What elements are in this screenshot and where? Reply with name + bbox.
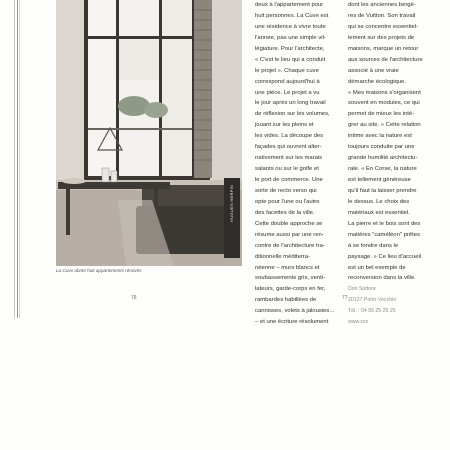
- text-line: aux sources de l'architecture: [348, 56, 423, 63]
- photo-credit: HUGUES HERPIN: [229, 184, 234, 222]
- text-column-left: [255, 0, 341, 328]
- text-line: est un bel exemple de: [348, 264, 406, 271]
- text-line: salants ou sur le golfe et: [255, 166, 319, 173]
- text-line: grande humilité architectu-: [348, 155, 418, 162]
- text-line: légiature. Pour l'architecte,: [255, 45, 325, 52]
- text-line: deux à l'appartement pour: [255, 2, 324, 8]
- text-line: résume aussi par une ren-: [255, 231, 324, 238]
- text-line: huit personnes. La Cuve est: [255, 12, 329, 19]
- text-line: paysage. » Ce lieu d'accueil: [348, 253, 422, 260]
- text-line: le dessus. Le choix des: [348, 198, 410, 205]
- text-line: rale. « En Corse, la nature: [348, 166, 417, 173]
- text-line: façades qui ouvrent alter-: [255, 144, 322, 151]
- text-line: lement sur des projets de: [348, 34, 415, 41]
- text-line: reconversion dans la ville.: [348, 275, 416, 282]
- text-line: à se fondre dans le: [348, 242, 399, 249]
- interior-photo: [56, 0, 242, 266]
- text-line: grer au site. » Cette relation: [348, 122, 421, 129]
- text-line: – et une écriture résolument: [255, 319, 329, 326]
- address-line: Tél. : 04 95 25 25 25: [348, 308, 396, 315]
- text-line: res de Vuitton. Son travail: [348, 12, 416, 19]
- photo-caption: La Cuve abrite huit appartements rénovés: [56, 268, 142, 273]
- text-line: les vides. La découpe des: [255, 133, 324, 140]
- text-line: rambardes habillées de: [255, 297, 317, 304]
- text-line: sorte de recto verso qui: [255, 187, 317, 194]
- text-line: jouant sur les pleins et: [255, 122, 314, 129]
- text-line: matières "caméléon" prêtes: [348, 231, 420, 238]
- text-line: « C'est le lieu qui a conduit: [255, 56, 326, 63]
- address-line: www.xxx: [348, 319, 369, 326]
- binding-edge-line: [19, 0, 20, 318]
- text-line: une résidence à vivre toute: [255, 23, 326, 30]
- text-line: contre de l'architecture tra-: [255, 242, 325, 249]
- text-line: « Mes maisons s'organisent: [348, 89, 421, 96]
- binding-edge-line: [14, 0, 15, 318]
- text-line: cannisses, volets à jalousies...: [255, 308, 335, 315]
- text-line: qu'il faut la laisser prendre: [348, 187, 417, 194]
- text-line: le jour après un long travail: [255, 100, 326, 107]
- text-line: soubassements gris, venti-: [255, 275, 326, 282]
- text-line: nativement sur les marais: [255, 155, 323, 162]
- text-line: de réflexion sur les volumes,: [255, 111, 330, 118]
- text-line: le projet ». Chaque cuve: [255, 67, 319, 74]
- text-line: dont les anciennes bergè-: [348, 2, 416, 8]
- text-line: opte pour l'une ou l'autre: [255, 198, 320, 205]
- text-line: maisons, marque un retour: [348, 45, 419, 52]
- text-line: correspond aujourd'hui à: [255, 78, 320, 85]
- page-number-left: 76: [131, 295, 137, 301]
- page-bottom-edge: [0, 318, 450, 319]
- text-line: qui se concentre essentiel-: [348, 23, 419, 30]
- text-line: intime avec la nature est: [348, 133, 412, 140]
- binding-edge-line: [17, 0, 18, 318]
- text-line: souvent en modules, ce qui: [348, 100, 420, 107]
- address-line: 20137 Porto-Vecchio: [348, 297, 397, 304]
- text-line: des facettes de la ville.: [255, 209, 315, 216]
- text-line: associé à une vraie: [348, 67, 399, 74]
- text-line: matériaux est essentiel.: [348, 209, 410, 216]
- text-column-right: [348, 0, 436, 328]
- text-line: La pierre et le bois sont des: [348, 220, 421, 227]
- text-line: lateurs, garde-corps en fer,: [255, 286, 326, 293]
- text-line: le port de commerce. Une: [255, 177, 323, 183]
- text-line: toujours conduite par une: [348, 144, 415, 151]
- text-line: démarche écologique.: [348, 78, 406, 85]
- text-line: l'année, pas une simple vil-: [255, 34, 326, 41]
- text-line: est tellement généreuse: [348, 177, 411, 183]
- page-number-right: 77: [342, 295, 348, 301]
- text-line: permet de mieux les inté-: [348, 111, 415, 118]
- text-line: Cette double approche se: [255, 220, 323, 227]
- text-line: néenne – murs blancs et: [255, 264, 320, 271]
- address-line: Don Sottore: [348, 286, 376, 293]
- text-line: ditionnelle méditerra-: [255, 253, 311, 260]
- text-line: une pièce. Le projet a vu: [255, 89, 320, 96]
